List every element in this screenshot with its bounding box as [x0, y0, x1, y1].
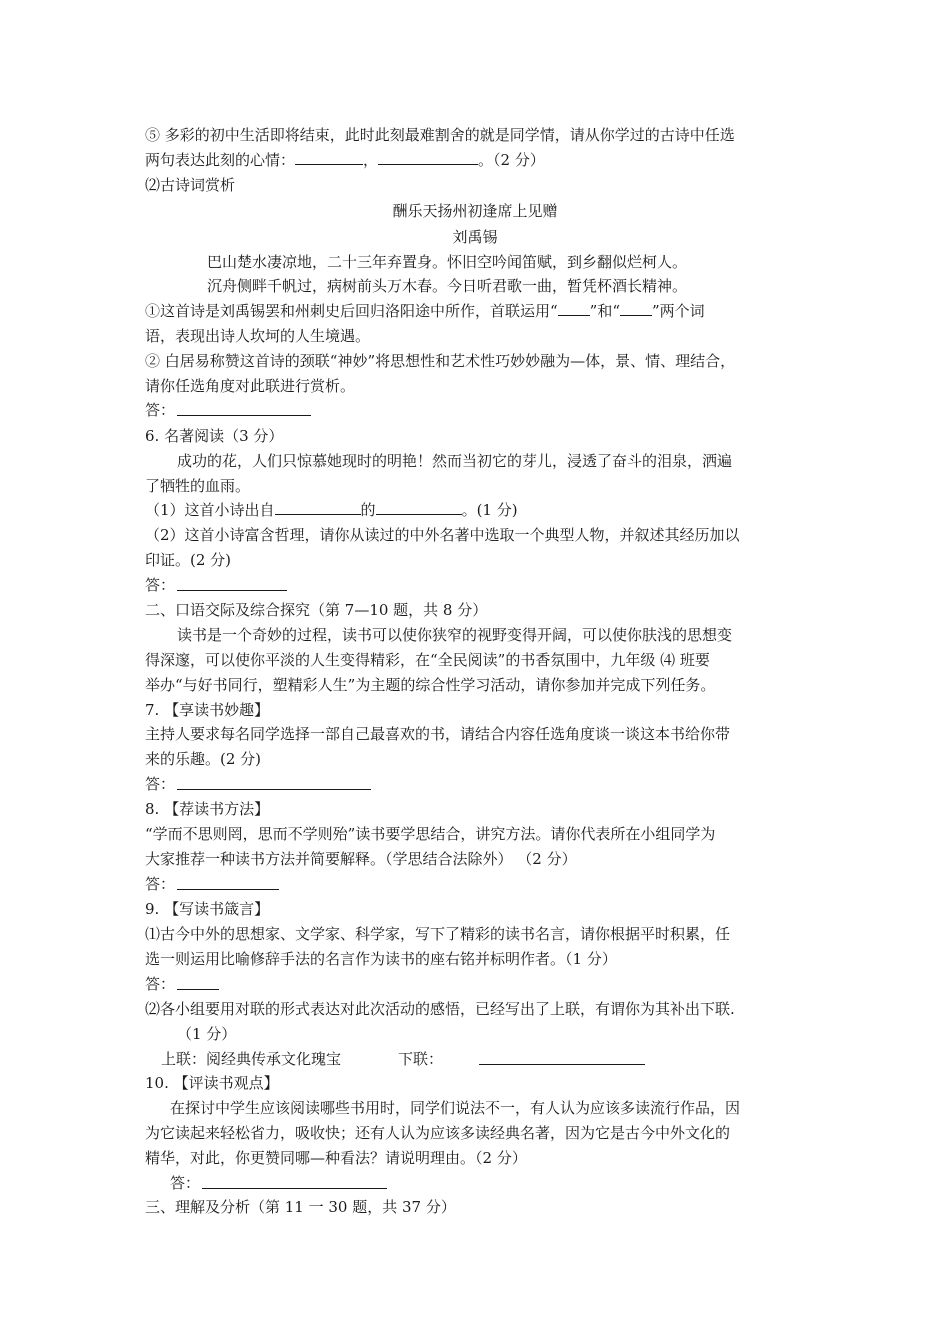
- couplet-lower-label: 下联：: [398, 1050, 444, 1068]
- separator: ，: [363, 151, 379, 169]
- answer-blank[interactable]: [558, 301, 590, 316]
- poem-section-heading: ⑵古诗词赏析: [145, 176, 236, 194]
- q5-5-line1: ⑤ 多彩的初中生活即将结束，此时此刻最难割舍的就是同学情，请从你学过的古诗中任选: [145, 126, 735, 144]
- q6-sub2-line1: （2）这首小诗富含哲理，请你从读过的中外名著中选取一个典型人物，并叙述其经历加以: [145, 526, 740, 544]
- poem-q1-line1: [145, 301, 705, 321]
- q9-sub2-line2: （1 分）: [177, 1025, 237, 1043]
- answer-blank[interactable]: [378, 150, 478, 165]
- q6-answer-label: 答：: [145, 576, 176, 594]
- q6-sub1: [145, 500, 518, 520]
- answer-line[interactable]: [177, 889, 279, 890]
- q6-sub2-line2: 印证。(2 分): [145, 551, 232, 569]
- q7-text-2: 来的乐趣。(2 分): [145, 750, 262, 768]
- part2-intro-2: 得深邃，可以使你平淡的人生变得精彩，在“全民阅读”的书香氛围中，九年级 ⑷ 班要: [145, 651, 710, 669]
- q5-5-prompt: 两句表达此刻的心情：: [145, 151, 296, 169]
- poem-line-2: 沉舟侧畔千帆过，病树前头万木春。今日听君歌一曲，暂凭杯酒长精神。: [207, 277, 688, 295]
- couplet-answer-line[interactable]: [479, 1064, 645, 1065]
- q8-text-1: “学而不思则罔，思而不学则殆”读书要学思结合，讲究方法。请你代表所在小组同学为: [145, 825, 716, 843]
- poem-q1-text: ①这首诗是刘禹锡罢和州刺史后回归洛阳途中所作，首联运用“: [145, 302, 558, 320]
- q9-sub1-line2: 选一则运用比喻修辞手法的名言作为读书的座右铭并标明作者。（1 分）: [145, 950, 617, 968]
- q10-text-3: 精华，对此，你更赞同哪—种看法？请说明理由。（2 分）: [145, 1149, 527, 1167]
- poem-q1-line2: 语，表现出诗人坎坷的人生境遇。: [145, 327, 371, 345]
- poem-line-1: 巴山楚水凄凉地，二十三年弃置身。怀旧空吟闻笛赋，到乡翻似烂柯人。: [207, 253, 688, 271]
- poem-title: 酬乐天扬州初逢席上见赠: [392, 202, 558, 220]
- part2-intro-3: 举办“与好书同行，塑精彩人生”为主题的综合性学习活动，请你参加并完成下列任务。: [145, 676, 716, 694]
- q10-text-2: 为它读起来轻松省力，吸收快；还有人认为应该多读经典名著，因为它是古今中外文化的: [145, 1124, 731, 1142]
- poem-author: 刘禹锡: [452, 228, 498, 246]
- score-label: 。（2 分）: [478, 151, 545, 169]
- poem-q2-answer-label: 答：: [145, 401, 176, 419]
- poem-q1-text: ”两个词: [652, 302, 705, 320]
- couplet-upper: 上联：阅经典传承文化瑰宝: [161, 1050, 342, 1068]
- answer-line[interactable]: [177, 590, 287, 591]
- q9-sub2-line1: ⑵各小组要用对联的形式表达对此次活动的感悟，已经写出了上联，有谓你为其补出下联.: [145, 1000, 735, 1018]
- q8-text-2: 大家推荐一种读书方法并简要解释。（学思结合法除外） （2 分）: [145, 850, 577, 868]
- q8-heading: 8. 【荐读书方法】: [145, 800, 270, 818]
- poem-q2-line1: ② 白居易称赞这首诗的颈联“神妙”将思想性和艺术性巧妙妙融为—体，景、情、理结合，: [145, 352, 736, 370]
- q7-answer-label: 答：: [145, 775, 176, 793]
- q6-text-1: 成功的花，人们只惊慕她现时的明艳！然而当初它的芽儿，浸透了奋斗的泪泉，洒遍: [177, 452, 733, 470]
- q9-heading: 9. 【写读书箴言】: [145, 900, 270, 918]
- q9-answer1-label: 答：: [145, 975, 176, 993]
- answer-blank[interactable]: [295, 150, 363, 165]
- q5-5-line2: [145, 150, 545, 170]
- q10-answer-label: 答：: [170, 1174, 201, 1192]
- q7-text-1: 主持人要求每名同学选择一部自己最喜欢的书，请结合内容任选角度谈一谈这本书给你带: [145, 725, 731, 743]
- part3-heading: 三、理解及分析（第 11 一 30 题，共 37 分）: [145, 1198, 456, 1216]
- q10-heading: 10. 【评读书观点】: [145, 1074, 279, 1092]
- q6-heading: 6. 名著阅读（3 分）: [145, 427, 284, 445]
- answer-line[interactable]: [177, 989, 219, 990]
- poem-q1-text: ”和“: [589, 302, 621, 320]
- q6-sub1-text: 。(1 分): [461, 501, 518, 519]
- q9-sub1-line1: ⑴古今中外的思想家、文学家、科学家，写下了精彩的读书名言，请你根据平时积累，任: [145, 925, 731, 943]
- answer-blank[interactable]: [275, 500, 361, 515]
- answer-line[interactable]: [177, 789, 371, 790]
- answer-line[interactable]: [177, 415, 311, 416]
- q6-sub1-text: （1）这首小诗出自: [145, 501, 275, 519]
- part2-heading: 二、口语交际及综合探究（第 7—10 题，共 8 分）: [145, 601, 488, 619]
- answer-blank[interactable]: [620, 301, 652, 316]
- q10-text-1: 在探讨中学生应该阅读哪些书用时，同学们说法不一，有人认为应该多读流行作品，因: [170, 1099, 741, 1117]
- q8-answer-label: 答：: [145, 875, 176, 893]
- q7-heading: 7. 【享读书妙趣】: [145, 701, 270, 719]
- q6-sub1-text: 的: [360, 501, 376, 519]
- part2-intro-1: 读书是一个奇妙的过程，读书可以使你狭窄的视野变得开阔，可以使你肤浅的思想变: [177, 626, 733, 644]
- poem-q2-line2: 请你任选角度对此联进行赏析。: [145, 377, 356, 395]
- answer-line[interactable]: [202, 1188, 387, 1189]
- answer-blank[interactable]: [376, 500, 462, 515]
- q6-text-2: 了牺牲的血雨。: [145, 477, 251, 495]
